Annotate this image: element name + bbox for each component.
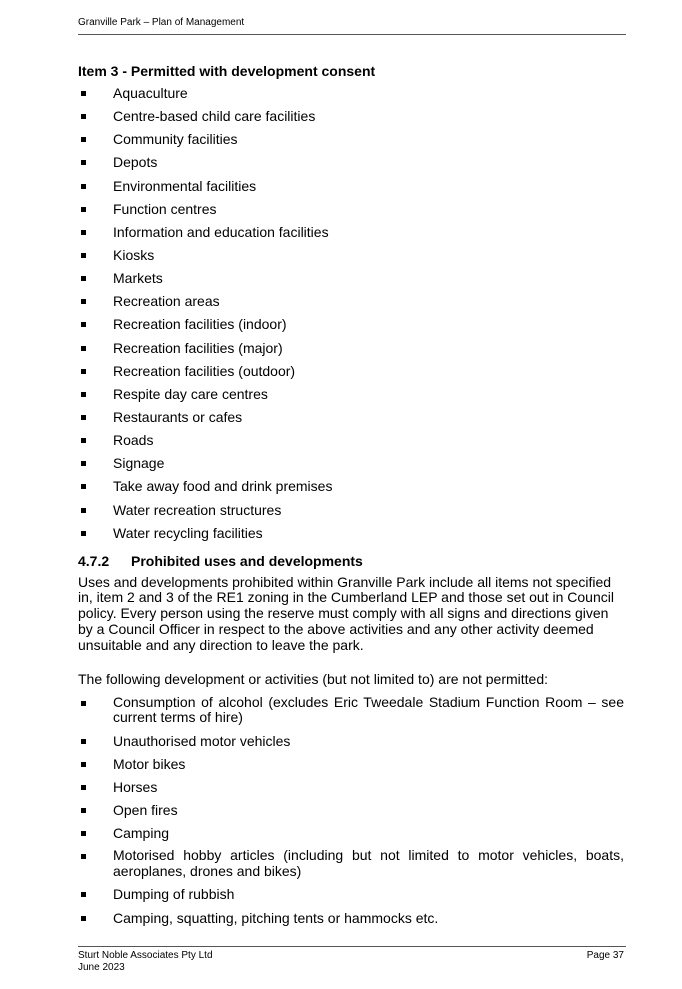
page-content [78,62,624,933]
list-item: Water recycling facilities [78,525,624,542]
footer-date: June 2023 [78,962,125,973]
square-bullet-icon [81,762,86,767]
square-bullet-icon [81,184,86,189]
list-item: Depots [78,154,624,171]
square-bullet-icon [81,276,86,281]
list-item: Recreation areas [78,293,624,310]
list-item: Kiosks [78,247,624,264]
prohibited-list [78,695,624,927]
square-bullet-icon [81,484,86,489]
list-item: Restaurants or cafes [78,409,624,426]
square-bullet-icon [81,739,86,744]
list-item: Information and education facilities [78,224,624,241]
square-bullet-icon [81,508,86,513]
square-bullet-icon [81,230,86,235]
list-item: Aquaculture [78,85,624,102]
list-item: Water recreation structures [78,502,624,519]
square-bullet-icon [81,114,86,119]
square-bullet-icon [81,808,86,813]
list-item: Unauthorised motor vehicles [78,733,624,750]
square-bullet-icon [81,701,86,706]
square-bullet-icon [81,137,86,142]
list-item: Recreation facilities (indoor) [78,316,624,333]
list-item: Consumption of alcohol (excludes Eric Tweedale Stadium Function Room – see current terms of hire) [78,695,624,726]
square-bullet-icon [81,916,86,921]
list-item: Respite day care centres [78,386,624,403]
list-item: Motor bikes [78,756,624,773]
list-item: Camping, squatting, pitching tents or hammocks etc. [78,910,624,927]
list-item: Markets [78,270,624,287]
list-item: Environmental facilities [78,178,624,195]
square-bullet-icon [81,854,86,859]
list-item: Motorised hobby articles (including but not limited to motor vehicles, boats, aeroplanes, drones and bikes) [78,848,624,879]
square-bullet-icon [81,346,86,351]
square-bullet-icon [81,785,86,790]
body-paragraph: Uses and developments prohibited within Granville Park include all items not specified in, item 2 and 3 of the RE1 zoning in the Cumberland LEP and those set out in Council policy. Every person using the reserve must comply with all signs and directions given by a Council Officer in respect to the above activities and any other activity deemed unsuitable and any direction to leave the park. [78,573,614,653]
footer-left [78,950,213,974]
list-item: Roads [78,432,624,449]
footer-divider [78,946,626,947]
square-bullet-icon [81,392,86,397]
intro-paragraph: The following development or activities (but not limited to) are not permitted: [78,670,549,687]
list-item: Open fires [78,802,624,819]
list-item: Camping [78,825,624,842]
page-header-title: Granville Park – Plan of Management [78,17,245,28]
square-bullet-icon [81,369,86,374]
square-bullet-icon [81,91,86,96]
square-bullet-icon [81,461,86,466]
square-bullet-icon [81,438,86,443]
square-bullet-icon [81,415,86,420]
item-3-heading: Item 3 - Permitted with development consent [78,63,376,79]
square-bullet-icon [81,831,86,836]
square-bullet-icon [81,207,86,212]
list-item: Recreation facilities (major) [78,340,624,357]
list-item: Signage [78,455,624,472]
section-number: 4.7.2 [78,552,110,569]
section-title: Prohibited uses and developments [131,552,363,569]
list-item: Dumping of rubbish [78,886,624,903]
list-item: Centre-based child care facilities [78,108,624,125]
section-heading [78,552,624,570]
footer-page-number: Page 37 [586,950,624,961]
footer-company: Sturt Noble Associates Pty Ltd [78,950,213,961]
list-item: Recreation facilities (outdoor) [78,363,624,380]
permitted-list [78,85,624,542]
list-item: Horses [78,779,624,796]
header-divider [78,34,626,35]
square-bullet-icon [81,299,86,304]
square-bullet-icon [81,253,86,258]
list-item: Take away food and drink premises [78,478,624,495]
square-bullet-icon [81,531,86,536]
list-item: Community facilities [78,131,624,148]
list-item: Function centres [78,201,624,218]
square-bullet-icon [81,892,86,897]
square-bullet-icon [81,322,86,327]
square-bullet-icon [81,160,86,165]
